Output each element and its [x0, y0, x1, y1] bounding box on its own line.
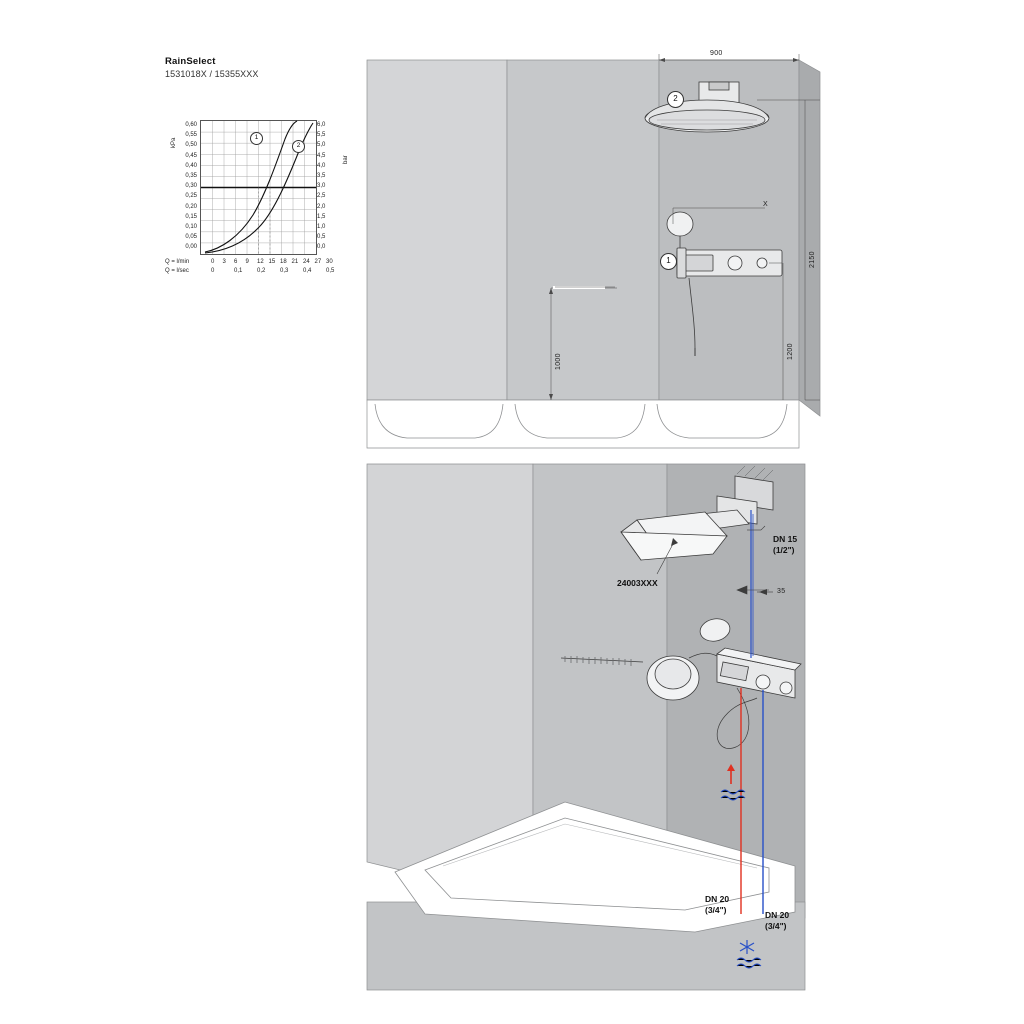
chart-yticks-right	[317, 120, 339, 253]
label-dn20-hot-line1: DN 20	[705, 894, 730, 904]
label-dn15	[773, 534, 797, 556]
chart-series-marker-2: 2	[292, 140, 305, 153]
label-dn15-line2: (1/2")	[773, 545, 795, 555]
chart-ytick: 0,10	[185, 224, 197, 231]
chart-series-marker-1: 1	[250, 132, 263, 145]
chart-ytick: 0,15	[185, 213, 197, 220]
installation-view-bottom	[365, 462, 820, 992]
chart-ytick: 0,60	[185, 122, 197, 128]
chart-ytick: 4,0	[317, 162, 326, 169]
chart-ytick: 2,0	[317, 203, 326, 210]
chart-ytick: 0,0	[317, 244, 326, 251]
label-dn20-cold-line2: (3/4")	[765, 921, 787, 931]
chart-ytick: 4,5	[317, 152, 326, 159]
chart-ytick: 6,0	[317, 122, 326, 128]
chart-ytick: 1,0	[317, 224, 326, 231]
dimension-overall-height: 2150	[809, 251, 816, 268]
chart-ytick: 0,35	[185, 173, 197, 180]
dimension-control-height: 1200	[787, 343, 794, 360]
chart-ylabel-right: bar	[343, 155, 349, 164]
chart-yticks-left	[175, 120, 197, 253]
chart-ytick: 0,25	[185, 193, 197, 200]
label-dn20-cold	[765, 910, 789, 932]
callout-1: 1	[660, 253, 677, 270]
chart-ytick: 0,05	[185, 234, 197, 241]
label-dn20-hot	[705, 894, 729, 916]
chart-ytick: 5,0	[317, 142, 326, 149]
part-number-label: 24003XXX	[617, 578, 658, 588]
callout-2: 2	[667, 91, 684, 108]
chart-ytick: 0,45	[185, 152, 197, 159]
chart-ytick: 5,5	[317, 132, 326, 139]
chart-xrow-lmin: Q = l/min 0 3 6 9 12 15 18 21 24 27 30	[165, 259, 333, 265]
chart-ytick: 0,00	[185, 244, 197, 251]
label-dn20-cold-line1: DN 20	[765, 910, 790, 920]
chart-ytick: 1,5	[317, 213, 326, 220]
chart-ytick: 2,5	[317, 193, 326, 200]
chart-xaxis	[165, 258, 355, 276]
dimension-width: 900	[710, 50, 723, 57]
elevation-view-top	[365, 50, 820, 456]
chart-ytick: 0,20	[185, 203, 197, 210]
chart-ytick: 0,30	[185, 183, 197, 190]
chart-ytick: 0,40	[185, 162, 197, 169]
chart-ytick: 3,5	[317, 173, 326, 180]
dimension-handshower-height: 1000	[555, 353, 562, 370]
chart-ylabel-left: kPa	[171, 137, 177, 148]
chart-ytick: 3,0	[317, 183, 326, 190]
chart-title: RainSelect	[165, 56, 216, 67]
dimension-offset-35: 35	[777, 588, 786, 595]
chart-subtitle: 1531018X / 15355XXX	[165, 69, 259, 79]
flow-pressure-chart	[165, 56, 350, 274]
chart-ytick: 0,50	[185, 142, 197, 149]
label-dn15-line1: DN 15	[773, 534, 798, 544]
chart-ytick: 0,55	[185, 132, 197, 139]
dimension-x: X	[763, 201, 768, 208]
chart-xrow-lsec: Q = l/sec 0 0,1 0,2 0,3 0,4 0,5	[165, 268, 335, 274]
label-dn20-hot-line2: (3/4")	[705, 905, 727, 915]
chart-ytick: 0,5	[317, 234, 326, 241]
chart-area	[165, 86, 350, 274]
